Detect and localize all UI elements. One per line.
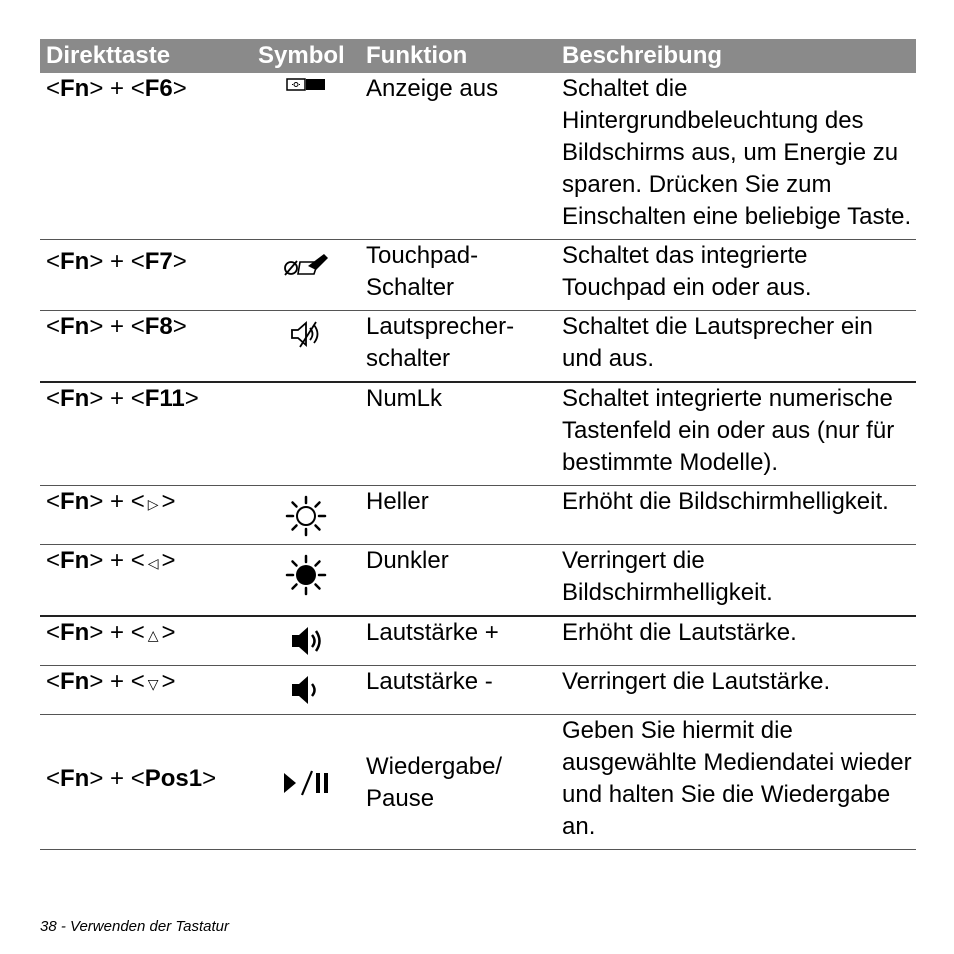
symbol-cell (252, 666, 360, 715)
touchpad-toggle-icon (280, 250, 332, 278)
hotkey-cell: <Fn> + < △ > (40, 616, 252, 666)
function-cell: Heller (360, 486, 556, 545)
function-cell: Touchpad-Schalter (360, 240, 556, 311)
symbol-cell (252, 715, 360, 850)
description-cell: Erhöht die Bildschirmhelligkeit. (556, 486, 916, 545)
symbol-cell (252, 486, 360, 545)
table-row (40, 240, 916, 311)
function-cell: Wiedergabe/ Pause (360, 715, 556, 850)
function-cell: NumLk (360, 382, 556, 486)
hotkey-cell: <Fn> + < ◁ > (40, 545, 252, 617)
description-cell: Geben Sie hiermit die ausgewählte Mediendatei wieder und halten Sie die Wiedergabe an. (556, 715, 916, 850)
table-row (40, 545, 916, 617)
table-row (40, 486, 916, 545)
hotkey-cell: <Fn> + <F6> (40, 73, 252, 240)
function-cell: Lautsprecher-schalter (360, 311, 556, 383)
hotkey-cell: <Fn> + <Pos1> (40, 715, 252, 850)
header-symbol: Symbol (252, 39, 360, 73)
symbol-cell (252, 545, 360, 617)
header-funktion: Funktion (360, 39, 556, 73)
brightness-up-icon (284, 494, 328, 538)
description-cell: Schaltet integrierte numerische Tastenfeld ein oder aus (nur für bestimmte Modelle). (556, 382, 916, 486)
header-direkttaste: Direkttaste (40, 39, 252, 73)
table-row (40, 382, 916, 486)
description-cell: Erhöht die Lautstärke. (556, 616, 916, 666)
symbol-cell (252, 616, 360, 666)
header-beschreibung: Beschreibung (556, 39, 916, 73)
description-cell: Schaltet das integrierte Touchpad ein oder aus. (556, 240, 916, 311)
table-row (40, 616, 916, 666)
hotkey-table (40, 39, 916, 850)
table-row (40, 73, 916, 240)
table-row (40, 715, 916, 850)
hotkey-cell: <Fn> + <F11> (40, 382, 252, 486)
display-off-icon (282, 73, 330, 93)
function-cell: Dunkler (360, 545, 556, 617)
description-cell: Schaltet die Lautsprecher ein und aus. (556, 311, 916, 383)
symbol-cell (252, 73, 360, 240)
symbol-cell (252, 311, 360, 383)
hotkey-cell: <Fn> + <F8> (40, 311, 252, 383)
hotkey-cell: <Fn> + < ▷ > (40, 486, 252, 545)
function-cell: Anzeige aus (360, 73, 556, 240)
page-footer: 38 - Verwenden der Tastatur (40, 918, 230, 935)
brightness-down-icon (284, 553, 328, 597)
function-cell: Lautstärke - (360, 666, 556, 715)
description-cell: Schaltet die Hintergrundbeleuchtung des Bildschirms aus, um Energie zu sparen. Drücken Sie zum Einschalten eine beliebige Taste. (556, 73, 916, 240)
volume-down-icon (286, 672, 326, 708)
table-row (40, 666, 916, 715)
table-header-row (40, 39, 916, 73)
symbol-cell (252, 382, 360, 486)
symbol-cell (252, 240, 360, 311)
hotkey-cell: <Fn> + < ▽ > (40, 666, 252, 715)
table-row (40, 311, 916, 383)
volume-up-icon (286, 623, 326, 659)
play-pause-icon (278, 767, 334, 799)
hotkey-cell: <Fn> + <F7> (40, 240, 252, 311)
description-cell: Verringert die Bildschirmhelligkeit. (556, 545, 916, 617)
speaker-mute-icon (286, 319, 326, 349)
function-cell: Lautstärke + (360, 616, 556, 666)
description-cell: Verringert die Lautstärke. (556, 666, 916, 715)
